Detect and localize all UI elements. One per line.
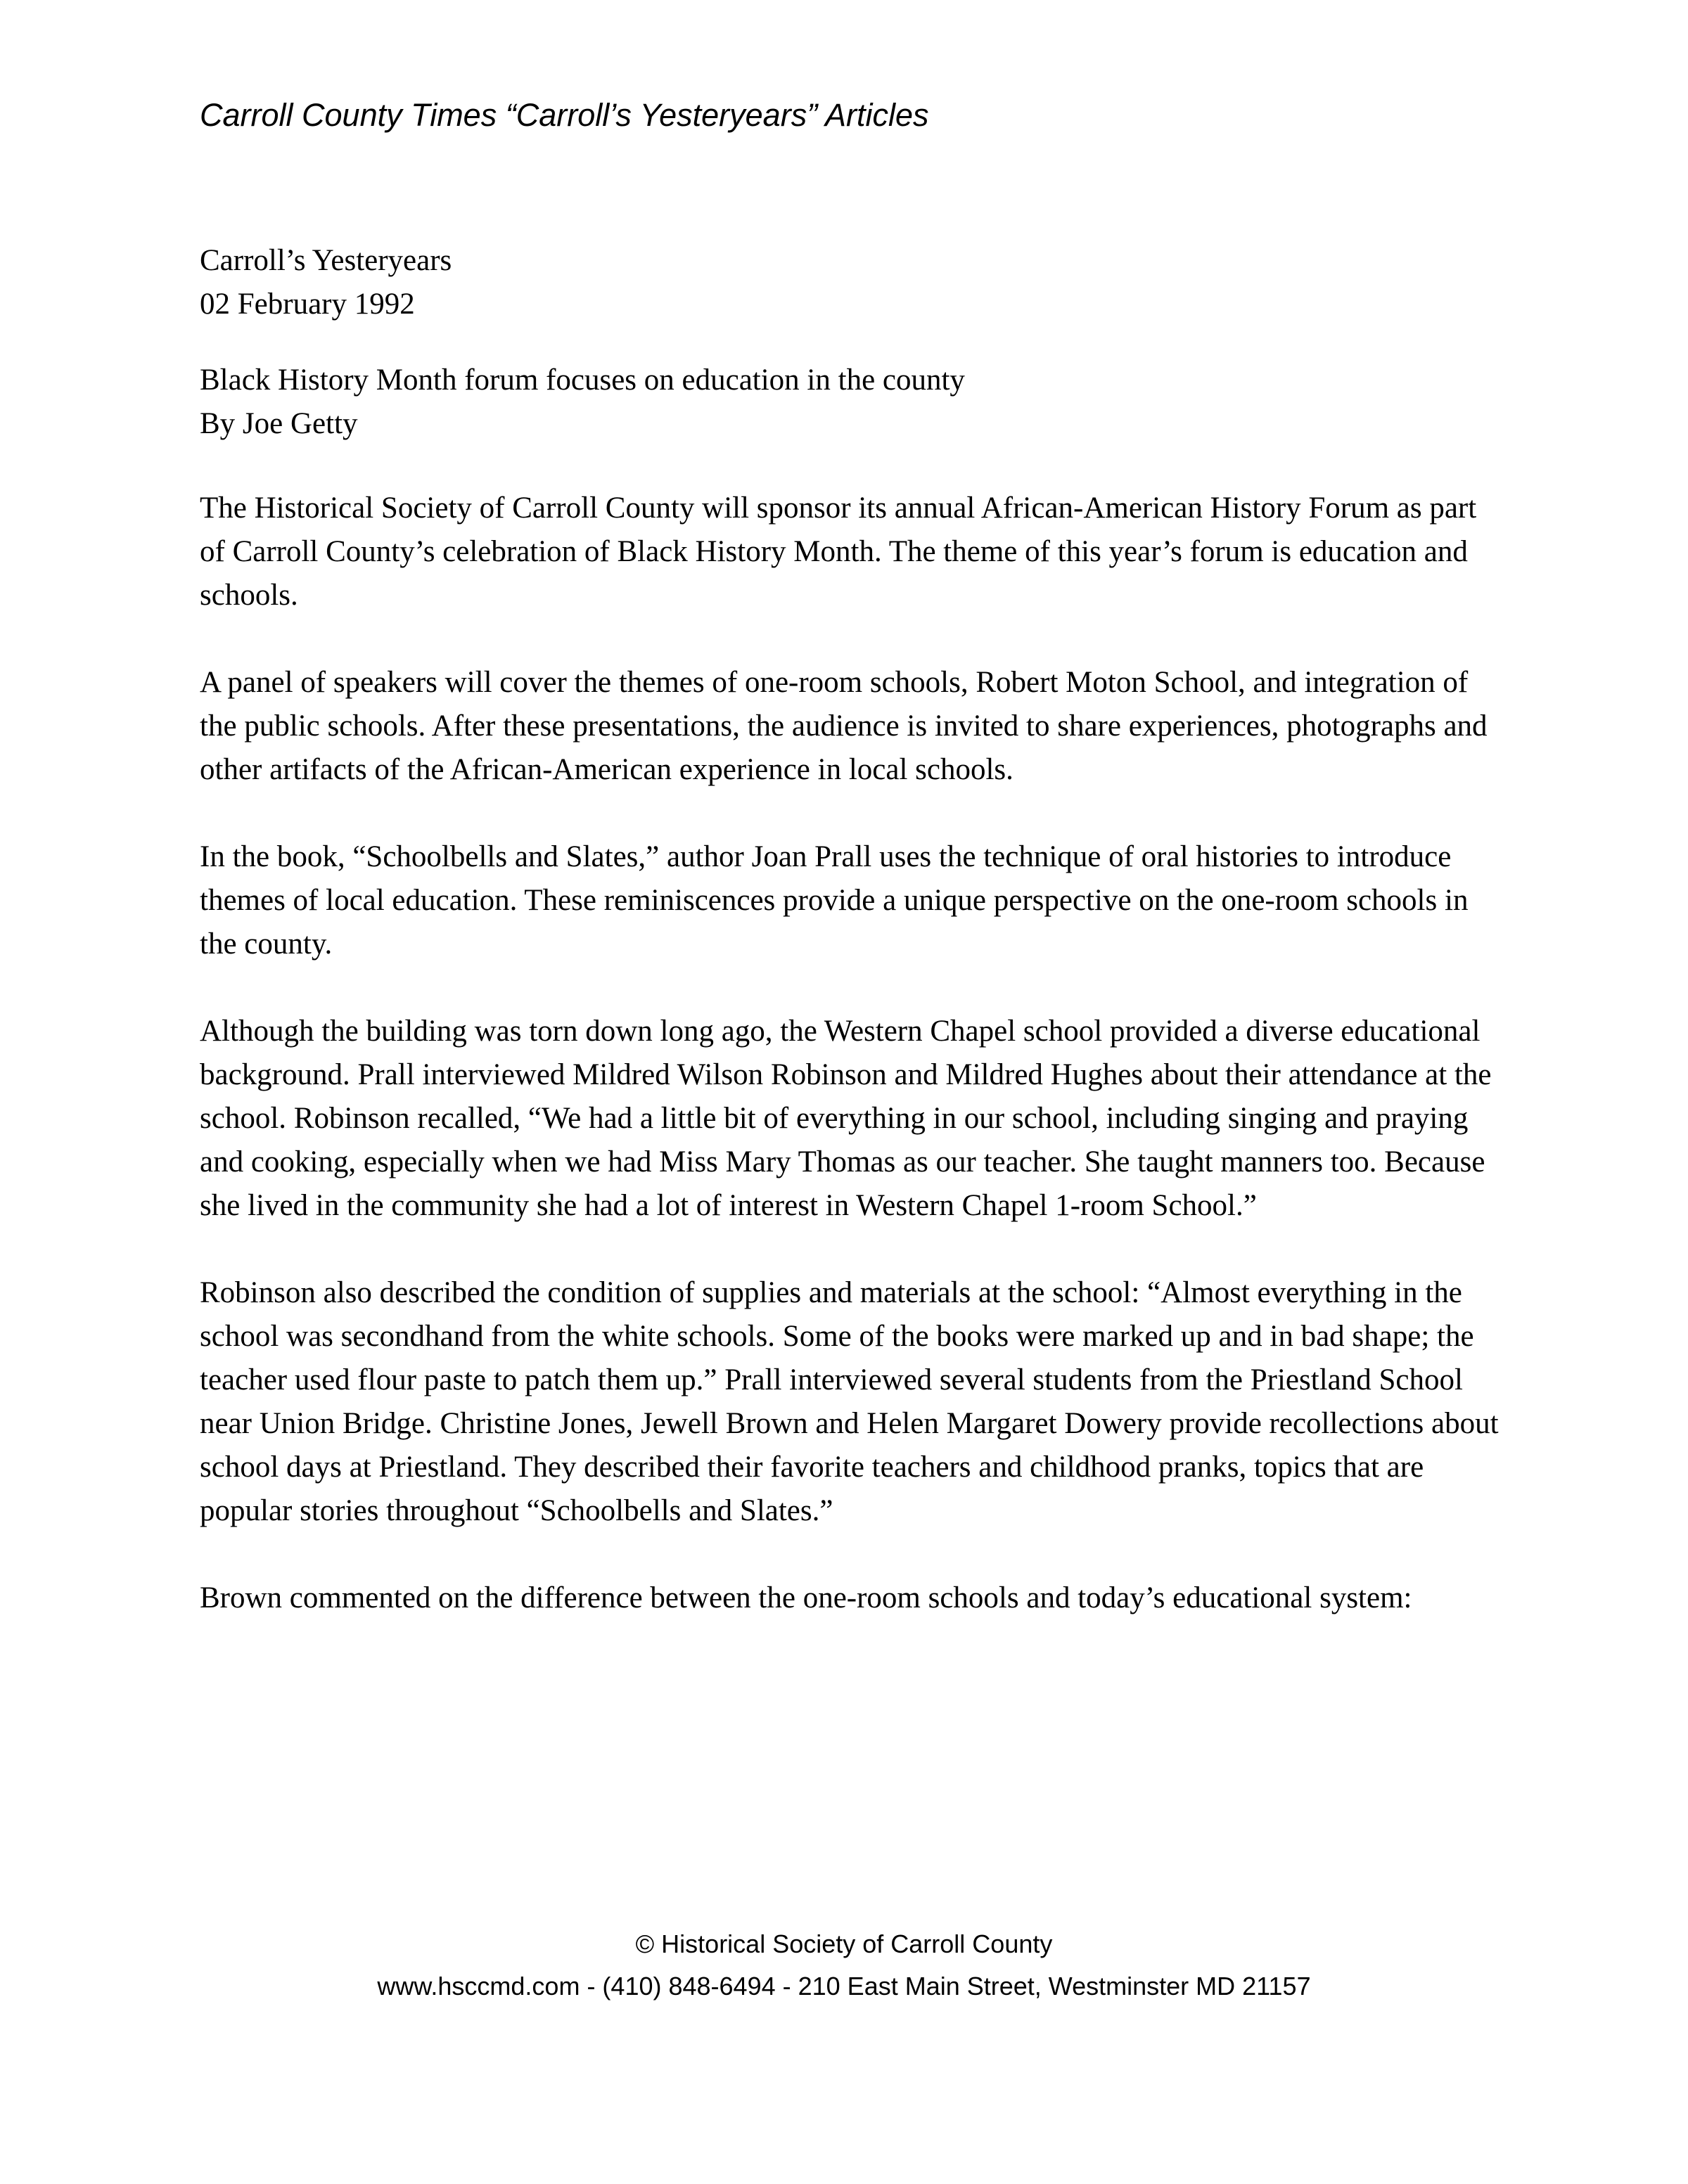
- article-paragraph: Robinson also described the condition of supplies and materials at the school: “Almost everything in the school was secondhand from the white schools. Some of the books were marked up and in bad shape; the teacher used flour paste to patch them up.” Prall interviewed several students from the Priestland School near Union Bridge. Christine Jones, Jewell Brown and Helen Margaret Dowery provide recollections about school days at Priestland. They described their favorite teachers and childhood pranks, topics that are popular stories throughout “Schoolbells and Slates.”: [200, 1276, 1499, 1527]
- page-footer: [0, 1923, 1688, 2008]
- article-headline: Black History Month forum focuses on education in the county: [200, 364, 965, 397]
- article-meta: [200, 239, 1501, 326]
- article-paragraph: Although the building was torn down long ago, the Western Chapel school provided a diverse educational background. Prall interviewed Mildred Wilson Robinson and Mildred Hughes about their attendance at the school. Robinson recalled, “We had a little bit of everything in our school, including singing and praying and cooking, especially when we had Miss Mary Thomas as our teacher. She taught manners too. Because she lived in the community she had a lot of interest in Western Chapel 1-room School.”: [200, 1015, 1492, 1222]
- publication-date: 02 February 1992: [200, 288, 415, 321]
- page-header-title: Carroll County Times “Carroll’s Yesteryears” Articles: [200, 97, 929, 133]
- footer-copyright: © Historical Society of Carroll County: [635, 1929, 1053, 1958]
- column-name: Carroll’s Yesteryears: [200, 244, 452, 277]
- article-byline: By Joe Getty: [200, 407, 358, 440]
- article-heading: [200, 359, 1501, 446]
- article-paragraph: Brown commented on the difference between the one-room schools and today’s educational system:: [200, 1581, 1412, 1614]
- article-body: [200, 239, 1501, 1664]
- article-paragraph: In the book, “Schoolbells and Slates,” author Joan Prall uses the technique of oral histories to introduce themes of local education. These reminiscences provide a unique perspective on the one-room schools in the county.: [200, 840, 1469, 961]
- article-paragraph: A panel of speakers will cover the themes of one-room schools, Robert Moton School, and integration of the public schools. After these presentations, the audience is invited to share experiences, photographs and other artifacts of the African-American experience in local schools.: [200, 666, 1488, 786]
- footer-contact: www.hsccmd.com - (410) 848-6494 - 210 East Main Street, Westminster MD 21157: [377, 1972, 1311, 2000]
- article-paragraph: The Historical Society of Carroll County will sponsor its annual African-American History Forum as part of Carroll County’s celebration of Black History Month. The theme of this year’s forum is education and schools.: [200, 492, 1477, 612]
